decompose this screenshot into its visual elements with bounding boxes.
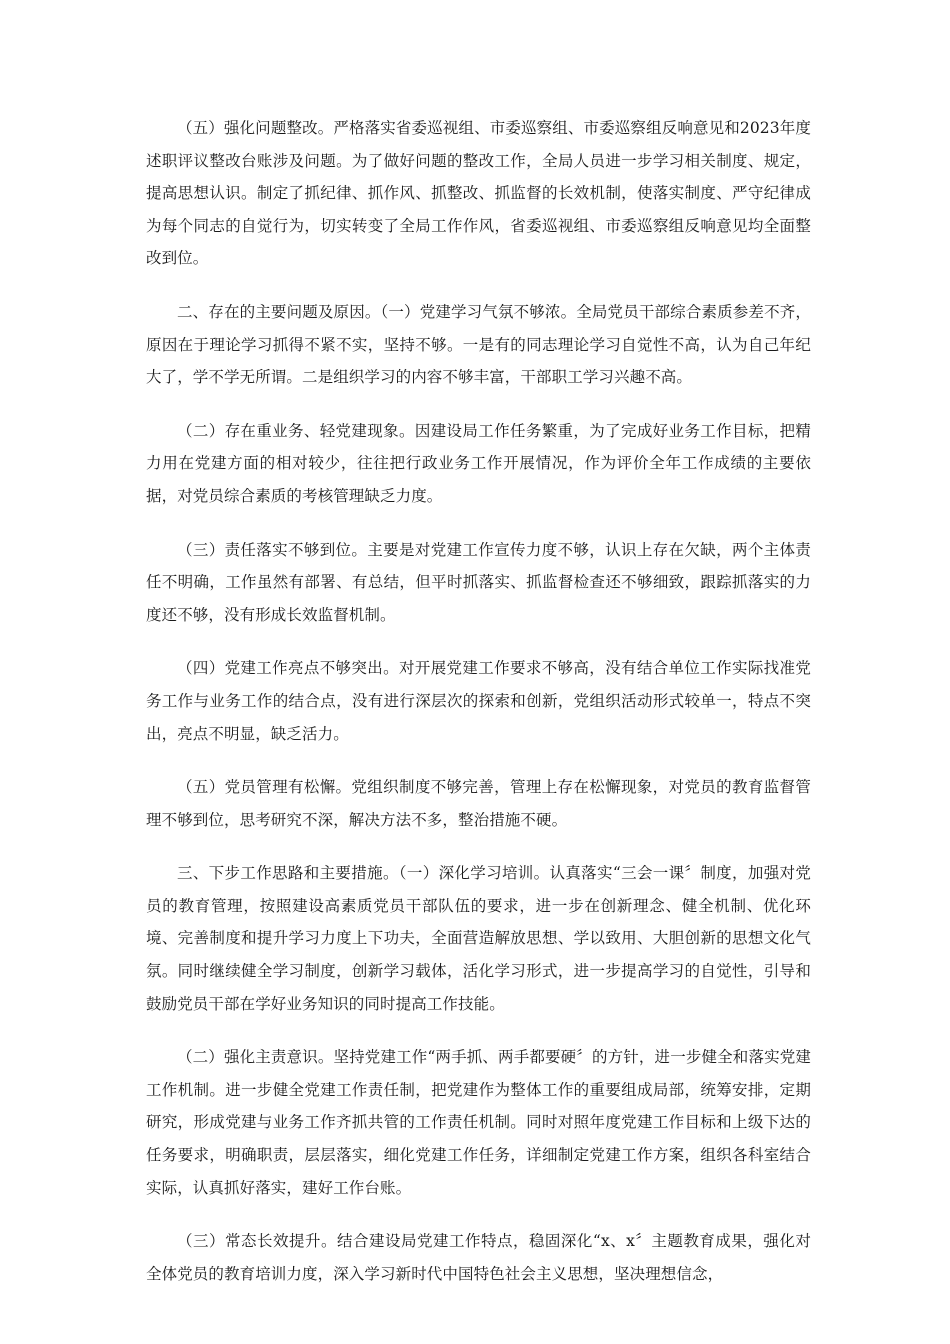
paragraph-business-over-party: （二）存在重业务、轻党建现象。因建设局工作任务繁重，为了完成好业务工作目标，把精力用在党建方面的相对较少，往往把行政业务工作开展情况，作为评价全年工作成绩的主要依据，对党员综合素质的考核管理缺乏力度。 (146, 421, 811, 505)
paragraph-rectification: （五）强化问题整改。严格落实省委巡视组、市委巡察组、市委巡察组反响意见和2023年度述职评议整改台账涉及问题。为了做好问题的整改工作，全局人员进一步学习相关制度、规定，提高思想认识。制定了抓纪律、抓作风、抓整改、抓监督的长效机制，使落实制度、严守纪律成为每个同志的自觉行为，切实转变了全局工作作风，省委巡视组、市委巡察组反响意见均全面整改到位。 (146, 119, 811, 268)
paragraph-highlights: （四）党建工作亮点不够突出。对开展党建工作要求不够高，没有结合单位工作实际找准党务工作与业务工作的结合点，没有进行深层次的探索和创新，党组织活动形式较单一，特点不突出，亮点不明显，缺乏活力。 (146, 659, 811, 743)
paragraph-next-steps: 三、下步工作思路和主要措施。（一）深化学习培训。认真落实“三会一课〞制度，加强对党员的教育管理，按照建设高素质党员干部队伍的要求，进一步在创新理念、健全机制、优化环境、完善制度和提升学习力度上下功夫，全面营造解放思想、学以致用、大胆创新的思想文化气氛。同时继续健全学习制度，创新学习载体，活化学习形式，进一步提高学习的自觉性，引导和鼓励党员干部在学好业务知识的同时提高工作技能。 (146, 864, 811, 1013)
document-body (146, 112, 811, 1311)
paragraph-responsibility: （三）责任落实不够到位。主要是对党建工作宣传力度不够，认识上存在欠缺，两个主体责任不明确，工作虽然有部署、有总结，但平时抓落实、抓监督检查还不够细致，跟踪抓落实的力度还不够，没有形成长效监督机制。 (146, 540, 811, 624)
paragraph-responsibility-awareness: （二）强化主责意识。坚持党建工作“两手抓、两手都要硬〞的方针，进一步健全和落实党建工作机制。进一步健全党建工作责任制，把党建作为整体工作的重要组成局部，统筹安排，定期研究，形成党建与业务工作齐抓共管的工作责任机制。同时对照年度党建工作目标和上级下达的任务要求，明确职责，层层落实，细化党建工作任务，详细制定党建工作方案，组织各科室结合实际，认真抓好落实，建好工作台账。 (146, 1048, 811, 1197)
paragraph-member-management: （五）党员管理有松懈。党组织制度不够完善，管理上存在松懈现象，对党员的教育监督管理不够到位，思考研究不深，解决方法不多，整治措施不硬。 (146, 778, 811, 829)
paragraph-main-problems: 二、存在的主要问题及原因。（一）党建学习气氛不够浓。全局党员干部综合素质参差不齐，原因在于理论学习抓得不紧不实，坚持不够。一是有的同志理论学习自觉性不高，认为自己年纪大了，学不学无所谓。二是组织学习的内容不够丰富，干部职工学习兴趣不高。 (146, 302, 811, 387)
paragraph-long-term: （三）常态长效提升。结合建设局党建工作特点，稳固深化“x、x〞主题教育成果，强化对全体党员的教育培训力度，深入学习新时代中国特色社会主义思想，坚决理想信念， (146, 1232, 811, 1283)
